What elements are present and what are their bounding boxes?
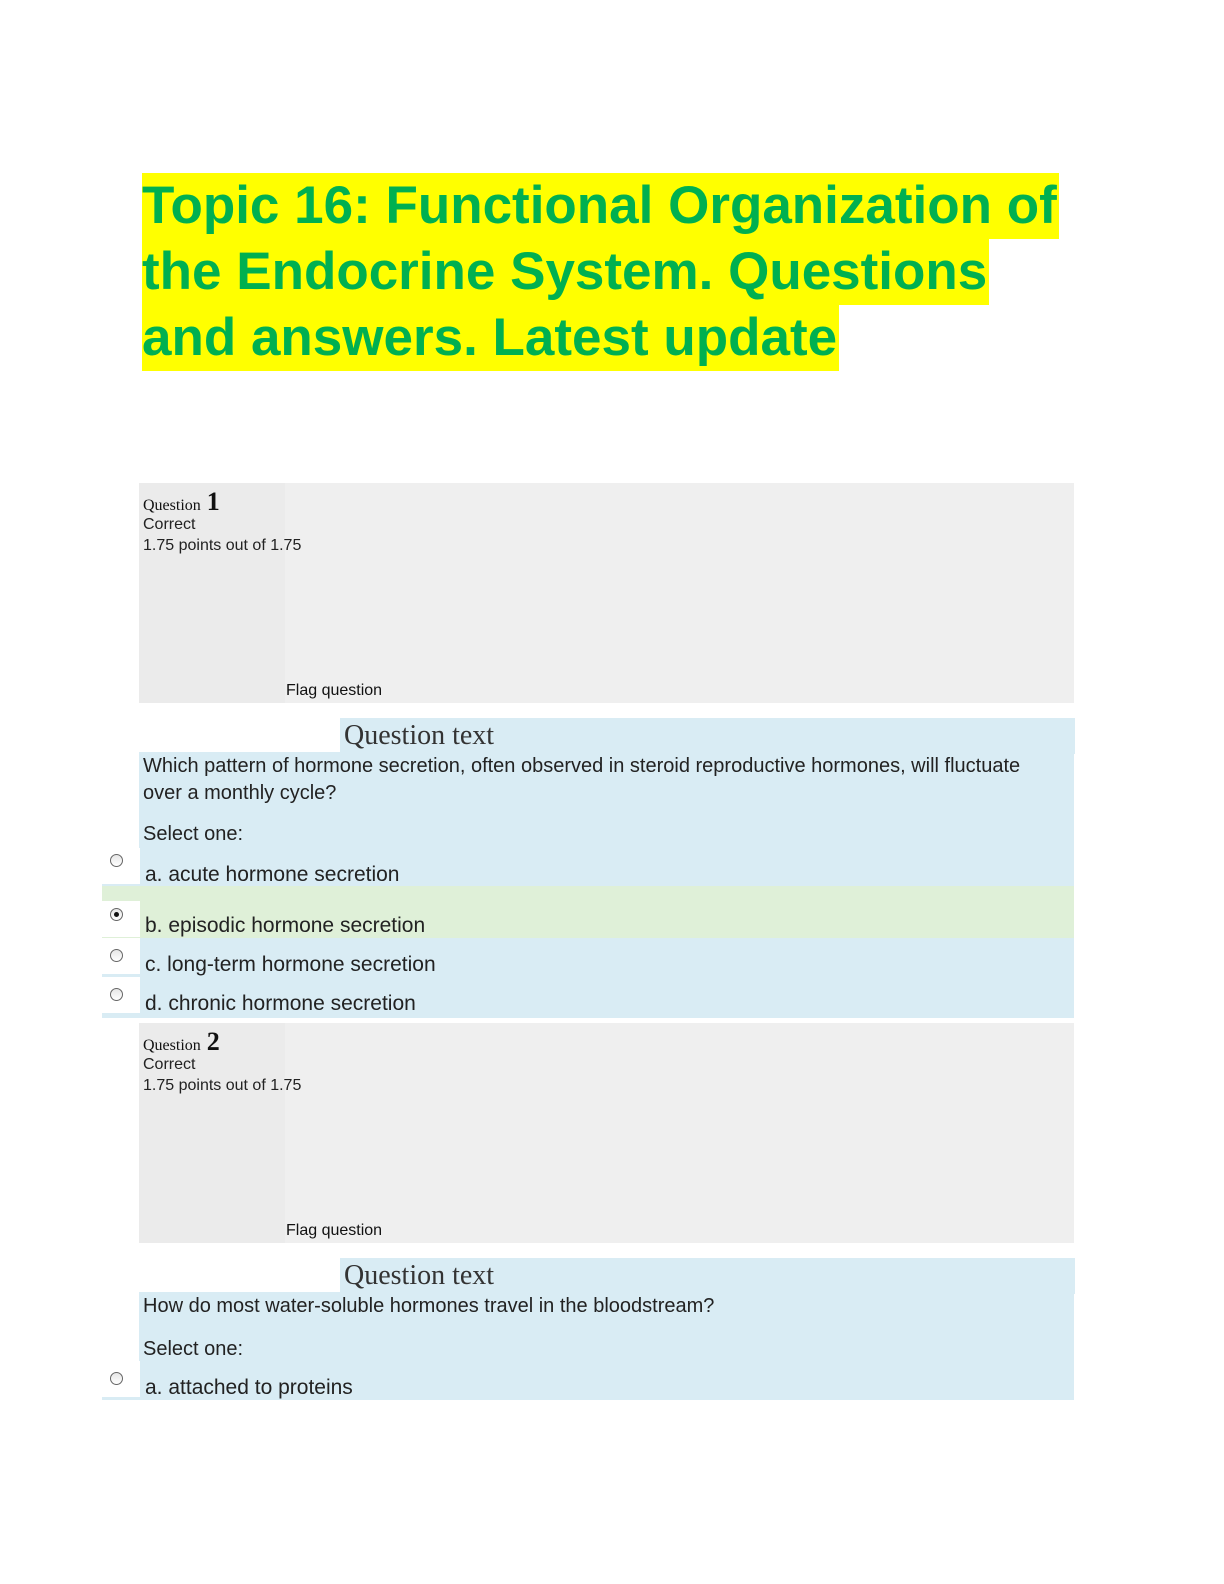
title-line: Topic 16: Functional Organization of: [142, 173, 1059, 239]
question-state: Correct: [143, 1056, 196, 1073]
radio-button[interactable]: [110, 1372, 123, 1385]
radio-container: [102, 938, 140, 974]
question-prompt: How do most water-soluble hormones travel in the bloodstream?: [143, 1295, 715, 1317]
flag-question-link[interactable]: Flag question: [286, 682, 383, 699]
answer-label: a. attached to proteins: [145, 1376, 353, 1399]
answer-option-a[interactable]: [102, 848, 1074, 887]
question-label: Question: [143, 1037, 201, 1054]
radio-button[interactable]: [110, 854, 123, 867]
flag-question-link[interactable]: Flag question: [286, 1222, 383, 1239]
question-body: [139, 1292, 1074, 1362]
question-text-heading: Question text: [340, 718, 1075, 754]
question-number-value: 2: [206, 1027, 220, 1056]
select-one-label: Select one:: [143, 823, 244, 845]
question-prompt: Which pattern of hormone secretion, often observed in steroid reproductive hormones, will fluctuate over a monthly cycle?: [143, 755, 1021, 804]
answer-option-d[interactable]: [102, 977, 1074, 1018]
radio-container: [102, 901, 140, 937]
document-title: [142, 173, 1082, 371]
radio-button[interactable]: [110, 988, 123, 1001]
question-label: Question: [143, 497, 201, 514]
radio-dot-icon: [114, 912, 119, 917]
radio-container: [102, 1361, 140, 1397]
radio-button[interactable]: [110, 949, 123, 962]
question-number-value: 1: [206, 487, 220, 516]
question-info-panel: [139, 483, 1074, 703]
question-state: Correct: [143, 516, 196, 533]
answer-label: a. acute hormone secretion: [145, 863, 400, 886]
answer-option-c[interactable]: [102, 938, 1074, 977]
answer-label: b. episodic hormone secretion: [145, 914, 426, 937]
question-number: [143, 487, 220, 517]
question-number: [143, 1027, 220, 1057]
question-info-panel: [139, 1023, 1074, 1243]
title-line: and answers. Latest update: [142, 305, 839, 371]
question-text-heading: Question text: [340, 1258, 1075, 1294]
radio-container: [102, 977, 140, 1013]
answer-label: d. chronic hormone secretion: [145, 992, 416, 1015]
answer-label: c. long-term hormone secretion: [145, 953, 436, 976]
answer-option-a[interactable]: [102, 1361, 1074, 1400]
select-one-label: Select one:: [143, 1338, 244, 1360]
question-grade: 1.75 points out of 1.75: [143, 537, 302, 554]
answer-option-b[interactable]: [102, 886, 1074, 938]
title-line: the Endocrine System. Questions: [142, 239, 989, 305]
question-grade: 1.75 points out of 1.75: [143, 1077, 302, 1094]
radio-button-checked[interactable]: [110, 908, 123, 921]
radio-container: [102, 848, 140, 884]
